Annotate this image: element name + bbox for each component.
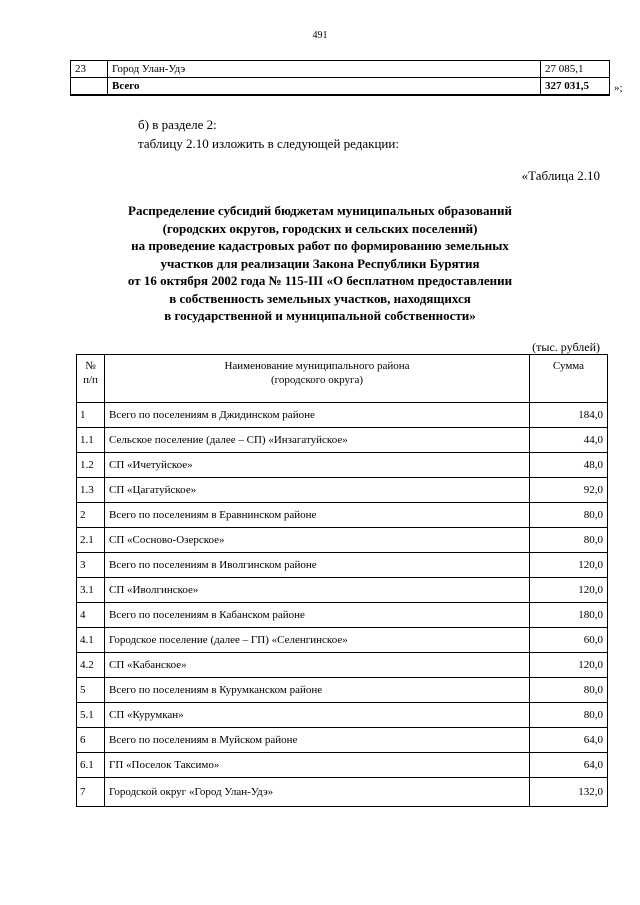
- title-line: на проведение кадастровых работ по формированию земельных: [131, 238, 509, 253]
- row-number: 1: [77, 403, 105, 428]
- title-line: участков для реализации Закона Республики Бурятия: [160, 255, 480, 271]
- table-row: [71, 61, 610, 78]
- title-line: от 16 октября 2002 года № 115-III «О бесплатном предоставлении: [127, 273, 513, 288]
- row-number: 2.1: [77, 528, 105, 553]
- units-label: (тыс. рублей): [532, 340, 600, 354]
- row-name: Город Улан-Удэ: [108, 61, 541, 78]
- row-name: Всего по поселениям в Иволгинском районе: [105, 553, 530, 578]
- table-row: [77, 453, 608, 478]
- row-number: 4.2: [77, 653, 105, 678]
- row-name: Городское поселение (далее – ГП) «Селенгинское»: [105, 628, 530, 653]
- row-amount: 64,0: [530, 753, 608, 778]
- row-amount: 184,0: [530, 403, 608, 428]
- continuation-table: [70, 60, 610, 96]
- row-number: 5.1: [77, 703, 105, 728]
- header-text: Сумма: [552, 360, 585, 372]
- table-row: [77, 603, 608, 628]
- paragraph-line: б) в разделе 2:: [138, 117, 217, 132]
- row-amount: 327 031,5: [541, 78, 610, 96]
- row-number: 1.2: [77, 453, 105, 478]
- row-number: 1.3: [77, 478, 105, 503]
- row-amount: 92,0: [530, 478, 608, 503]
- row-number: 3.1: [77, 578, 105, 603]
- table-row-total: [71, 78, 610, 96]
- table-header-row: [77, 355, 608, 403]
- table-row: [77, 428, 608, 453]
- row-amount: 80,0: [530, 528, 608, 553]
- row-name: СП «Иволгинское»: [105, 578, 530, 603]
- header-text: Наименование муниципального района: [224, 360, 410, 372]
- table-row: [77, 403, 608, 428]
- row-amount: 80,0: [530, 703, 608, 728]
- row-name: ГП «Поселок Таксимо»: [105, 753, 530, 778]
- row-number: 6: [77, 728, 105, 753]
- row-name: Всего по поселениям в Джидинском районе: [105, 403, 530, 428]
- row-number: 6.1: [77, 753, 105, 778]
- row-amount: 48,0: [530, 453, 608, 478]
- header-text: п/п: [83, 374, 98, 386]
- row-number: 5: [77, 678, 105, 703]
- row-number: 7: [77, 778, 105, 807]
- row-amount: 180,0: [530, 603, 608, 628]
- row-number: 4: [77, 603, 105, 628]
- row-name: Городской округ «Город Улан-Удэ»: [105, 778, 530, 807]
- table-row: [77, 728, 608, 753]
- table-label: «Таблица 2.10: [521, 168, 600, 183]
- row-amount: 64,0: [530, 728, 608, 753]
- row-number: 3: [77, 553, 105, 578]
- header-text: №: [85, 360, 96, 372]
- row-amount: 60,0: [530, 628, 608, 653]
- table-row: [77, 528, 608, 553]
- title-line: в государственной и муниципальной собственности»: [164, 308, 476, 323]
- table-row: [77, 653, 608, 678]
- row-number: 2: [77, 503, 105, 528]
- row-name: Сельское поселение (далее – СП) «Инзагатуйское»: [105, 428, 530, 453]
- row-amount: 120,0: [530, 553, 608, 578]
- row-name: СП «Цагатуйское»: [105, 478, 530, 503]
- row-number: 4.1: [77, 628, 105, 653]
- header-amount: [530, 355, 608, 403]
- row-name: Всего по поселениям в Еравнинском районе: [105, 503, 530, 528]
- table-row: [77, 678, 608, 703]
- row-amount: 120,0: [530, 578, 608, 603]
- table-row: [77, 503, 608, 528]
- row-amount: 120,0: [530, 653, 608, 678]
- row-name: СП «Курумкан»: [105, 703, 530, 728]
- row-amount: 44,0: [530, 428, 608, 453]
- header-text: (городского округа): [270, 374, 364, 386]
- row-name: Всего: [108, 78, 541, 96]
- table-row: [77, 578, 608, 603]
- row-name: Всего по поселениям в Муйском районе: [105, 728, 530, 753]
- row-name: СП «Сосново-Озерское»: [105, 528, 530, 553]
- paragraph-line: таблицу 2.10 изложить в следующей редакции:: [138, 136, 399, 151]
- table-row: [77, 778, 608, 807]
- closing-mark: »;: [614, 82, 623, 94]
- table-row: [77, 628, 608, 653]
- row-amount: 132,0: [530, 778, 608, 807]
- row-name: СП «Ичетуйское»: [105, 453, 530, 478]
- page-number: 491: [312, 30, 328, 41]
- header-name: [105, 355, 530, 403]
- title-line: (городских округов, городских и сельских поселений): [162, 220, 478, 236]
- row-amount: 80,0: [530, 678, 608, 703]
- subsidy-table: [76, 354, 608, 807]
- header-number: [77, 355, 105, 403]
- row-number: 23: [71, 61, 108, 78]
- table-row: [77, 703, 608, 728]
- row-name: СП «Кабанское»: [105, 653, 530, 678]
- row-amount: 80,0: [530, 503, 608, 528]
- row-number: 1.1: [77, 428, 105, 453]
- table-title: [60, 202, 580, 325]
- row-name: Всего по поселениям в Кабанском районе: [105, 603, 530, 628]
- table-row: [77, 478, 608, 503]
- row-number: [71, 78, 108, 96]
- row-amount: 27 085,1: [541, 61, 610, 78]
- title-line: в собственность земельных участков, находящихся: [169, 290, 471, 306]
- title-line: Распределение субсидий бюджетам муниципальных образований: [128, 203, 512, 218]
- row-name: Всего по поселениям в Курумканском районе: [105, 678, 530, 703]
- table-row: [77, 553, 608, 578]
- table-row: [77, 753, 608, 778]
